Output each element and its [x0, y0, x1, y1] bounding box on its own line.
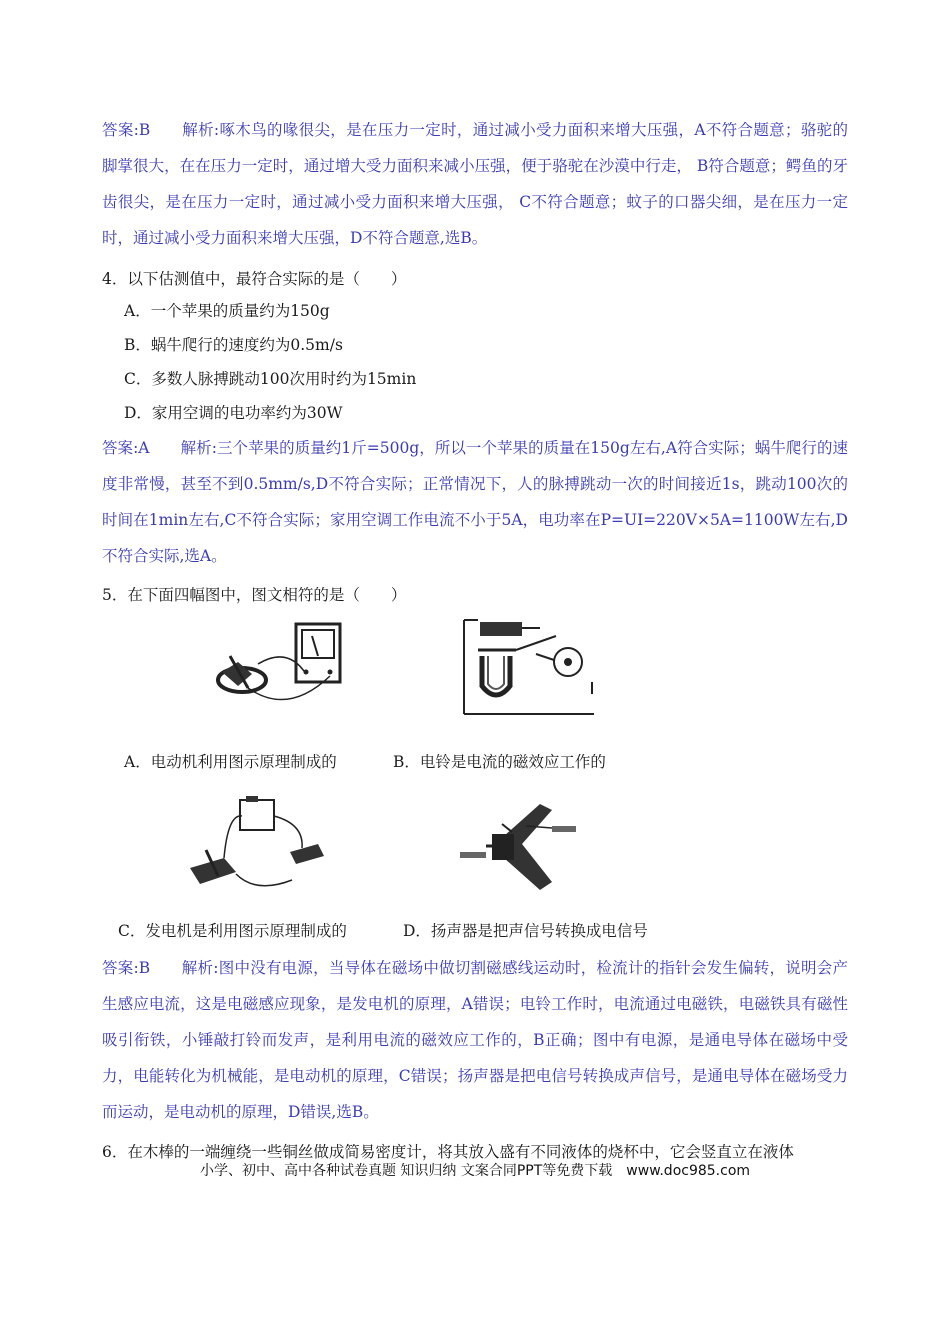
q5-caption-c: C．发电机是利用图示原理制成的 — [118, 922, 347, 940]
q4-option-a: A．一个苹果的质量约为150g — [124, 302, 330, 320]
q5-stem: 5．在下面四幅图中，图文相符的是（ ） — [102, 586, 407, 604]
figure-c-motor-principle — [184, 794, 334, 894]
figure-a-electromagnetic-induction — [208, 616, 378, 716]
q5-caption-d: D．扬声器是把声信号转换成电信号 — [403, 922, 648, 940]
q4-answer: 答案:A 解析:三个苹果的质量约1斤=500g，所以一个苹果的质量在150g左右,A符合实际；蜗牛爬行的速度非常慢，甚至不到0.5mm/s,D不符合实际；正常情况下，人的脉搏跳动一次的时间接近1s，跳动100次的时间在1min左右,C不符合实际；家用空调工作电流不小于5A，电功率在P=UI=220V×5A=1100W左右,D不符合实际,选A。 — [102, 439, 848, 565]
q4-stem: 4．以下估测值中，最符合实际的是（ ） — [102, 270, 407, 288]
page-footer: 小学、初中、高中各种试卷真题 知识归纳 文案合同PPT等免费下载 www.doc985.com — [199, 1163, 751, 1179]
q6-stem: 6．在木棒的一端缠绕一些铜丝做成简易密度计，将其放入盛有不同液体的烧杯中，它会竖直立在液体 — [102, 1143, 794, 1161]
q5-answer: 答案:B 解析:图中没有电源，当导体在磁场中做切割磁感线运动时，检流计的指针会发生偏转，说明会产生感应电流，这是电磁感应现象，是发电机的原理，A错误；电铃工作时，电流通过电磁铁，电磁铁具有磁性吸引衔铁，小锤敲打铃而发声，是利用电流的磁效应工作的，B正确；图中有电源，是通电导体在磁场中受力，电能转化为机械能，是电动机的原理，C错误；扬声器是把电信号转换成声信号，是通电导体在磁场受力而运动，是电动机的原理，D错误,选B。 — [102, 959, 848, 1121]
q4-option-c: C．多数人脉搏跳动100次用时约为15min — [124, 370, 417, 388]
figure-b-electric-bell — [456, 614, 606, 716]
q4-option-d: D．家用空调的电功率约为30W — [124, 404, 343, 422]
figure-d-loudspeaker — [456, 796, 588, 896]
q3-answer: 答案:B 解析:啄木鸟的喙很尖，是在压力一定时，通过减小受力面积来增大压强，A不符合题意；骆驼的脚掌很大，在在压力一定时，通过增大受力面积来减小压强，便于骆驼在沙漠中行走， B符合题意；鳄鱼的牙齿很尖，是在压力一定时，通过减小受力面积来增大压强， C不符合题意；蚊子的口器尖细，是在压力一定时，通过减小受力面积来增大压强，D不符合题意,选B。 — [102, 121, 848, 247]
q5-caption-a: A．电动机利用图示原理制成的 — [124, 753, 337, 771]
q5-caption-b: B．电铃是电流的磁效应工作的 — [393, 753, 606, 771]
q4-option-b: B．蜗牛爬行的速度约为0.5m/s — [124, 336, 343, 354]
